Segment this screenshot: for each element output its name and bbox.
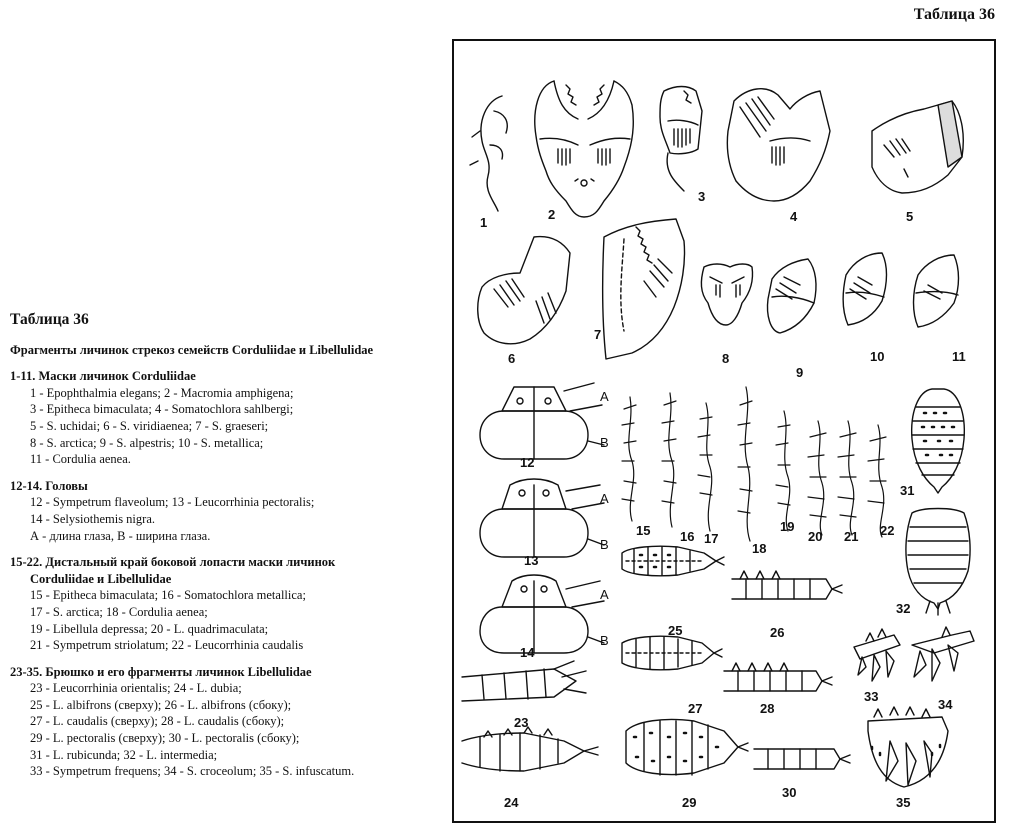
head-drawing-13 xyxy=(480,479,604,557)
figure-number: 23 xyxy=(514,715,529,730)
figure-number: 29 xyxy=(682,795,697,810)
figure-number: 19 xyxy=(780,519,795,534)
eye-width-letter: B xyxy=(600,633,609,648)
figure-number: 7 xyxy=(594,327,602,342)
mask-drawing-7 xyxy=(603,219,685,359)
caption-section-abdomen xyxy=(10,664,450,780)
abdomen-drawing-24 xyxy=(462,727,598,771)
legend-line: 17 - S. arctica; 18 - Cordulia aenea; xyxy=(30,604,208,619)
section-heading: 12-14. Головы xyxy=(10,478,88,493)
caption-title: Таблица 36 xyxy=(10,311,89,328)
figure-number: 34 xyxy=(938,697,953,712)
legend-line: 8 - S. arctica; 9 - S. alpestris; 10 - S. metallica; xyxy=(30,435,264,450)
legend-line: 5 - S. uchidai; 6 - S. viridiaenea; 7 - S. graeseri; xyxy=(30,418,269,433)
abdomen-drawing-26 xyxy=(732,571,842,599)
legend-line: 14 - Selysiothemis nigra. xyxy=(30,511,155,526)
legend-line: 25 - L. albifrons (сверху); 26 - L. albifrons (сбоку); xyxy=(30,697,292,712)
mask-drawing-8 xyxy=(701,264,752,325)
figure-number: 18 xyxy=(752,541,767,556)
mask-drawing-10 xyxy=(843,253,886,325)
abdomen-drawing-27 xyxy=(622,636,722,670)
figure-number: 17 xyxy=(704,531,719,546)
figure-number: 4 xyxy=(790,209,798,224)
figure-number: 15 xyxy=(636,523,651,538)
figure-number: 16 xyxy=(680,529,695,544)
figure-number: 14 xyxy=(520,645,535,660)
section-heading: 23-35. Брюшко и его фрагменты личинок Libellulidae xyxy=(10,664,312,679)
appendage-drawing-33 xyxy=(854,629,900,681)
figure-caption xyxy=(10,312,450,780)
abdomen-drawing-31 xyxy=(912,389,965,493)
head-drawing-14 xyxy=(480,575,604,653)
mask-drawing-1 xyxy=(470,96,507,211)
mask-drawing-3 xyxy=(660,87,702,192)
figure-number: 35 xyxy=(896,795,911,810)
figure-number: 26 xyxy=(770,625,785,640)
lobe-edge-drawings xyxy=(622,387,886,541)
mask-drawing-9 xyxy=(768,259,817,333)
figure-number: 27 xyxy=(688,701,703,716)
figure-number: 24 xyxy=(504,795,519,810)
page-heading: Таблица 36 xyxy=(913,6,995,23)
abdomen-drawing-23 xyxy=(462,661,586,701)
legend-line: А - длина глаза, В - ширина глаза. xyxy=(30,528,211,543)
section-heading: 1-11. Маски личинок Corduliidae xyxy=(10,369,196,384)
figure-number: 28 xyxy=(760,701,775,716)
eye-width-letter: B xyxy=(600,537,609,552)
mask-drawing-4 xyxy=(727,89,830,201)
figure-number: 22 xyxy=(880,523,895,538)
figure-number: 2 xyxy=(548,207,556,222)
legend-line: 11 - Cordulia aenea. xyxy=(30,452,131,467)
legend-line: 27 - L. caudalis (сверху); 28 - L. caudalis (сбоку); xyxy=(30,714,285,729)
figure-number: 31 xyxy=(900,483,915,498)
legend-line: 3 - Epitheca bimaculata; 4 - Somatochlora sahlbergi; xyxy=(30,402,294,417)
eye-length-letter: A xyxy=(600,389,609,404)
caption-section-lobe-edges xyxy=(10,554,450,654)
figure-number: 20 xyxy=(808,529,823,544)
legend-line: 21 - Sympetrum striolatum; 22 - Leucorrhinia caudalis xyxy=(30,638,304,653)
caption-section-heads xyxy=(10,478,450,544)
figure-number: 30 xyxy=(782,785,797,800)
abdomen-drawing-29 xyxy=(626,719,748,775)
figure-number: 12 xyxy=(520,455,535,470)
mask-drawing-2 xyxy=(535,81,633,217)
figure-number: 25 xyxy=(668,623,683,638)
legend-line: 33 - Sympetrum frequens; 34 - S. croceolum; 35 - S. infuscatum. xyxy=(30,764,355,779)
figure-number: 11 xyxy=(952,349,966,364)
caption-subtitle: Фрагменты личинок стрекоз семейств Corduliidae и Libellulidae xyxy=(10,342,374,357)
figure-number: 9 xyxy=(796,365,804,380)
head-drawing-12 xyxy=(480,383,604,459)
mask-drawing-6 xyxy=(478,237,570,344)
legend-line: 15 - Epitheca bimaculata; 16 - Somatochlora metallica; xyxy=(30,588,306,603)
abdomen-drawing-25 xyxy=(622,546,724,576)
section-heading-cont: Corduliidae и Libellulidae xyxy=(30,571,172,586)
legend-line: 31 - L. rubicunda; 32 - L. intermedia; xyxy=(30,747,218,762)
legend-line: 29 - L. pectoralis (сверху); 30 - L. pectoralis (сбоку); xyxy=(30,731,300,746)
figure-number: 8 xyxy=(722,351,730,366)
figure-number: 10 xyxy=(870,349,885,364)
mask-drawing-11 xyxy=(914,255,959,327)
eye-length-letter: A xyxy=(600,491,609,506)
illustration-plate xyxy=(452,39,996,823)
legend-line: 19 - Libellula depressa; 20 - L. quadrimaculata; xyxy=(30,621,269,636)
appendage-drawing-34 xyxy=(912,627,974,681)
mask-drawing-5 xyxy=(872,101,963,193)
legend-line: 1 - Epophthalmia elegans; 2 - Macromia amphigena; xyxy=(30,385,294,400)
figure-number: 32 xyxy=(896,601,911,616)
eye-length-letter: A xyxy=(600,587,609,602)
section-heading: 15-22. Дистальный край боковой лопасти маски личинок xyxy=(10,555,336,570)
figure-number: 33 xyxy=(864,689,879,704)
figure-number: 1 xyxy=(480,215,488,230)
figure-number: 5 xyxy=(906,209,914,224)
appendage-drawing-35 xyxy=(868,707,948,787)
legend-line: 23 - Leucorrhinia orientalis; 24 - L. dubia; xyxy=(30,681,242,696)
legend-line: 12 - Sympetrum flaveolum; 13 - Leucorrhinia pectoralis; xyxy=(30,495,315,510)
figure-number: 21 xyxy=(844,529,859,544)
abdomen-drawing-30 xyxy=(754,749,850,769)
figure-number: 3 xyxy=(698,189,706,204)
abdomen-drawing-32 xyxy=(906,509,970,616)
eye-width-letter: B xyxy=(600,435,609,450)
abdomen-drawing-28 xyxy=(724,663,832,691)
figure-number: 6 xyxy=(508,351,516,366)
caption-section-masks xyxy=(10,368,450,468)
figure-number: 13 xyxy=(524,553,539,568)
